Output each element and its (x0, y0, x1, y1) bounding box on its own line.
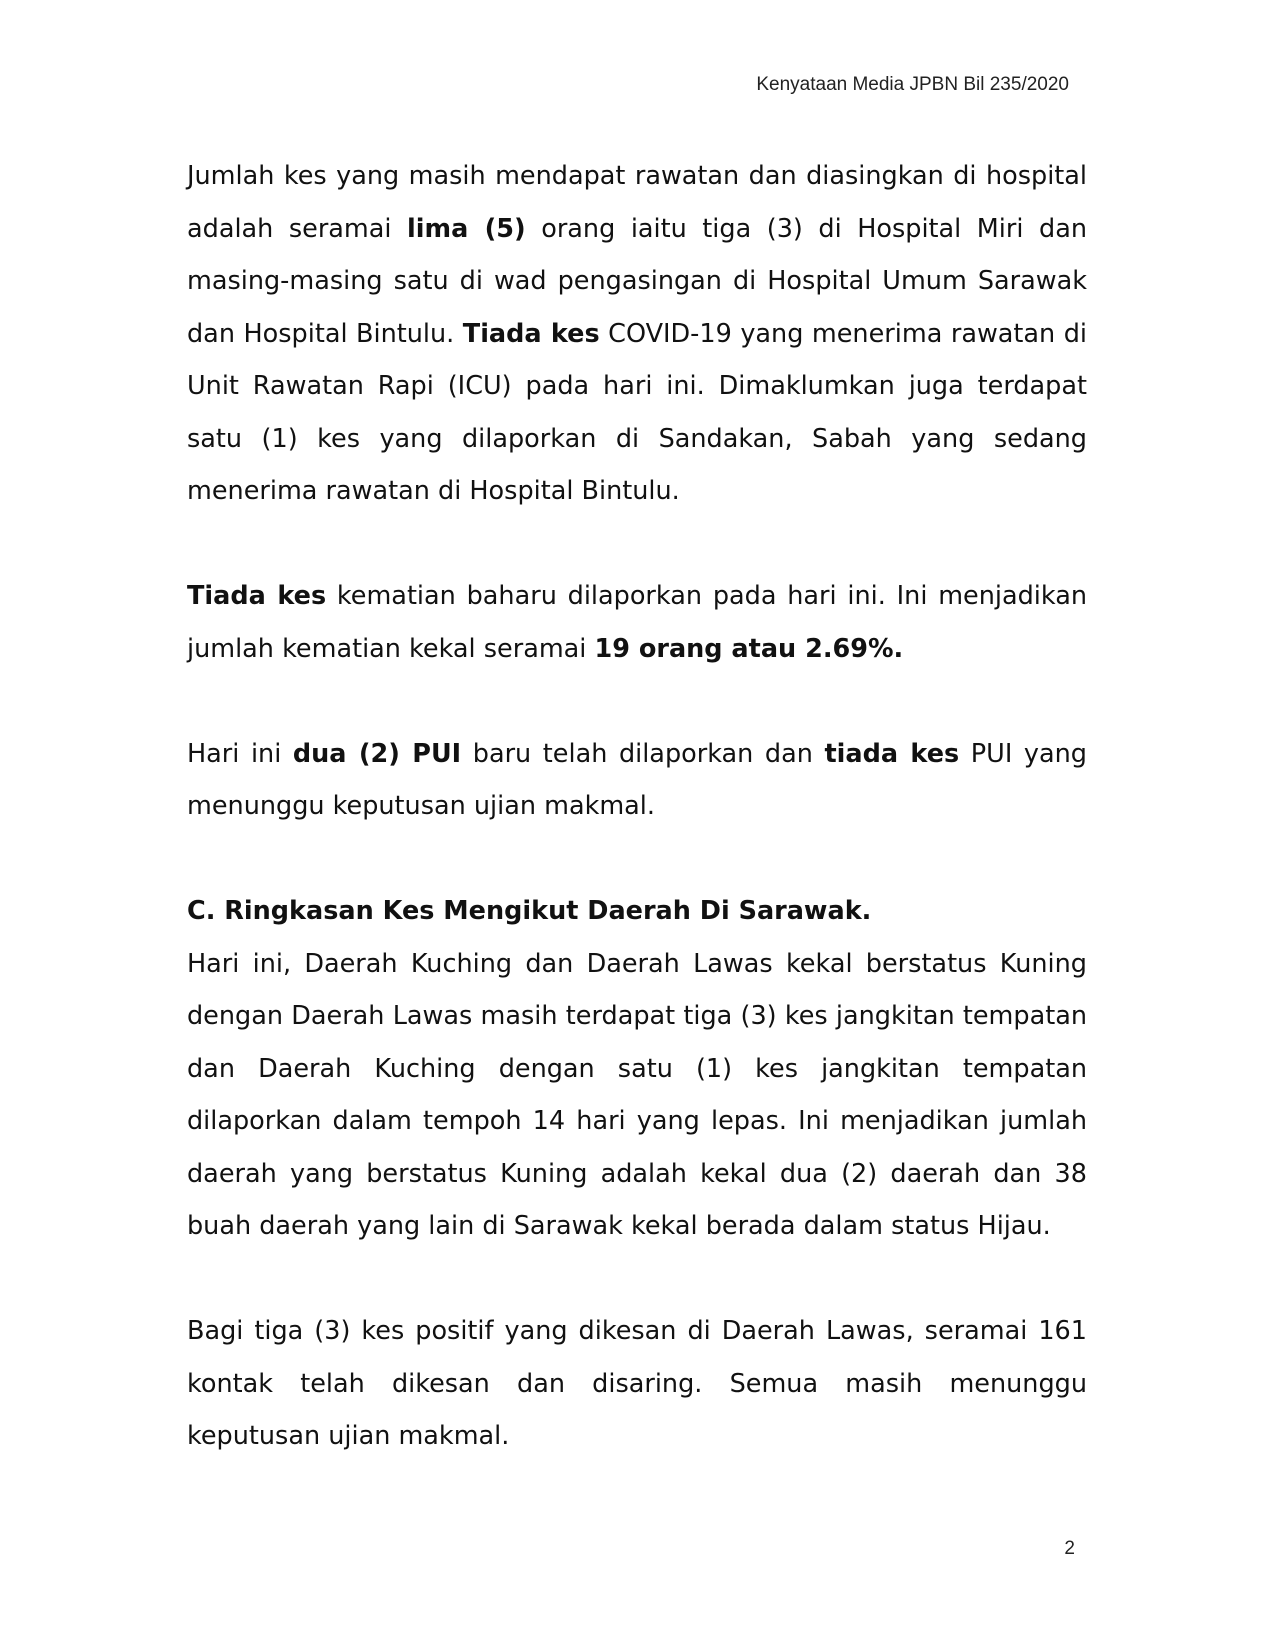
text-span: kematian baharu dilaporkan pada hari ini. Ini menjadikan jumlah kematian kekal seramai (187, 581, 1087, 664)
text-span: orang iaitu tiga (3) di Hospital Miri dan masing-masing satu di wad pengasingan di Hospital Umum Sarawak dan Hospital Bintulu. (187, 213, 1087, 349)
bold-span: Tiada kes (187, 581, 327, 611)
bold-span: tiada kes (824, 738, 960, 769)
paragraph-district-summary: Hari ini, Daerah Kuching dan Daerah Lawas kekal berstatus Kuning dengan Daerah Lawas masih terdapat tiga (3) kes jangkitan tempatan dan Daerah Kuching dengan satu (1) kes jangkitan tempatan dilaporkan dalam tempoh 14 hari yang lepas. Ini menjadikan jumlah daerah yang berstatus Kuning adalah kekal dua (2) daerah dan 38 buah daerah yang lain di Sarawak kekal berada dalam status Hijau. (187, 948, 1087, 1241)
text-span: COVID-19 yang menerima rawatan di Unit Rawatan Rapi (ICU) pada hari ini. Dimaklumkan juga terdapat satu (1) kes yang dilaporkan di Sandakan, Sabah yang sedang menerima rawatan di Hospital Bintulu. (187, 318, 1087, 506)
paragraph-hospital-cases (187, 150, 1087, 518)
paragraph-lawas-contacts: Bagi tiga (3) kes positif yang dikesan di Daerah Lawas, seramai 161 kontak telah dikesan dan disaring. Semua masih menunggu keputusan ujian makmal. (187, 1316, 1087, 1451)
bold-span: Tiada kes (462, 318, 600, 349)
page-number: 2 (1064, 1538, 1075, 1559)
paragraph-pui (187, 728, 1087, 833)
text-span: baru telah dilaporkan dan (461, 738, 825, 769)
text-span: Hari ini (187, 738, 293, 769)
document-reference: Kenyataan Media JPBN Bil 235/2020 (756, 74, 1069, 95)
bold-span: lima (5) (407, 213, 526, 244)
section-c-heading: C. Ringkasan Kes Mengikut Daerah Di Sarawak. (187, 896, 872, 926)
bold-span: dua (2) PUI (292, 738, 462, 769)
text-span: PUI yang menunggu keputusan ujian makmal. (187, 738, 1087, 821)
bold-span: 19 orang atau 2.69%. (594, 633, 904, 664)
paragraph-deaths (187, 570, 1087, 675)
document-body (187, 150, 1087, 1463)
text-span: Jumlah kes yang masih mendapat rawatan dan diasingkan di hospital adalah seramai (187, 161, 1087, 244)
